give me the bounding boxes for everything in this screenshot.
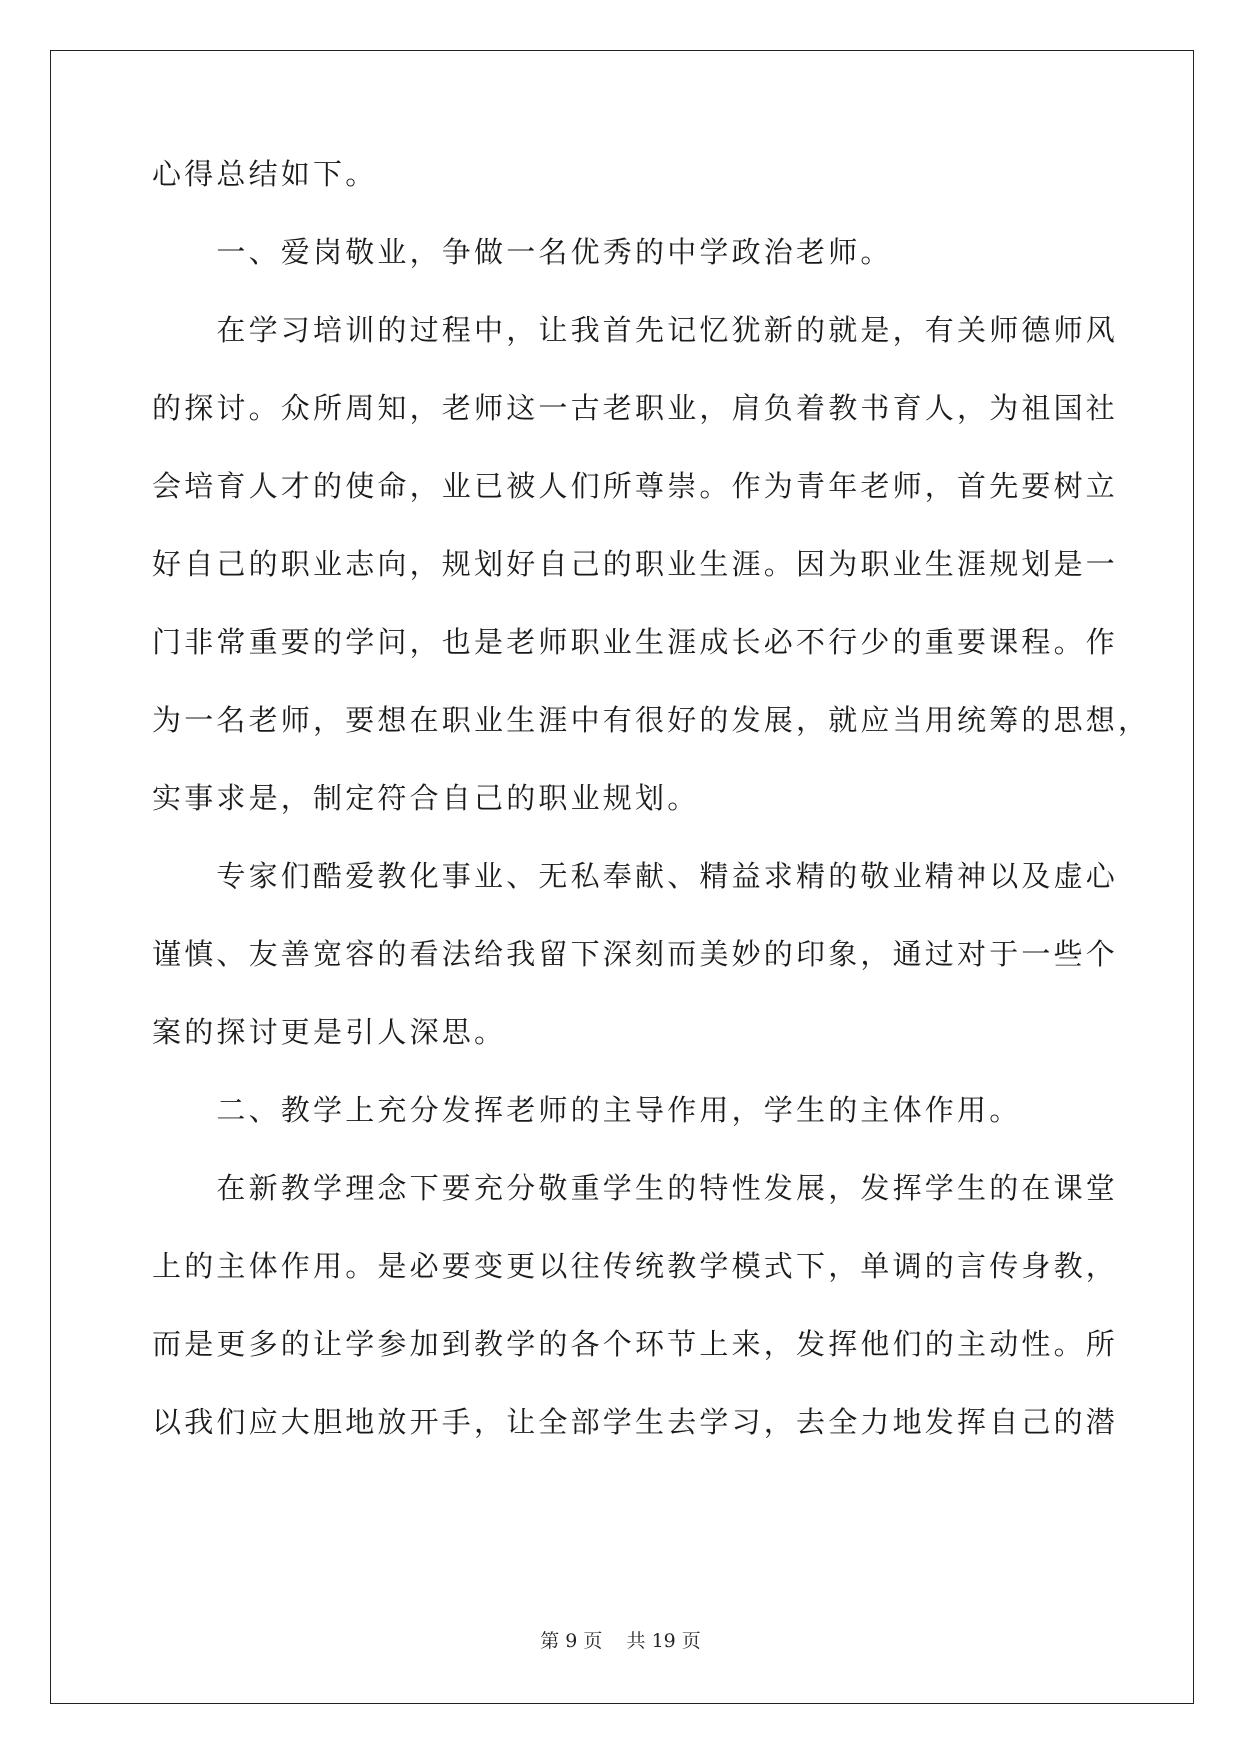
text-line: 在新教学理念下要充分敬重学生的特性发展，发挥学生的在课堂 — [152, 1171, 1119, 1205]
text-line: 实事求是，制定符合自己的职业规划。 — [152, 781, 700, 815]
text-line: 好自己的职业志向，规划好自己的职业生涯。因为职业生涯规划是一 — [152, 547, 1119, 581]
text-line: 谨慎、友善宽容的看法给我留下深刻而美妙的印象，通过对于一些个 — [152, 937, 1119, 971]
text-line: 上的主体作用。是必要变更以往传统教学模式下，单调的言传身教， — [152, 1249, 1119, 1283]
text-line: 以我们应大胆地放开手，让全部学生去学习，去全力地发挥自己的潜 — [152, 1405, 1119, 1439]
page-number: 第 9 页 — [540, 1630, 603, 1652]
section-heading: 二、教学上充分发挥老师的主导作用，学生的主体作用。 — [152, 1093, 1022, 1127]
text-line: 为一名老师，要想在职业生涯中有很好的发展，就应当用统筹的思想， — [152, 703, 1151, 737]
text-line: 的探讨。众所周知，老师这一古老职业，肩负着教书育人，为祖国社 — [152, 391, 1119, 425]
text-line: 案的探讨更是引人深思。 — [152, 1015, 507, 1049]
text-line: 会培育人才的使命，业已被人们所尊崇。作为青年老师，首先要树立 — [152, 469, 1119, 503]
text-line: 门非常重要的学问，也是老师职业生涯成长必不行少的重要课程。作 — [152, 625, 1119, 659]
section-heading: 一、爱岗敬业，争做一名优秀的中学政治老师。 — [152, 235, 893, 269]
text-line: 而是更多的让学参加到教学的各个环节上来，发挥他们的主动性。所 — [152, 1327, 1119, 1361]
page-footer — [0, 1628, 1241, 1654]
page-total: 共 19 页 — [626, 1630, 701, 1652]
text-line: 专家们酷爱教化事业、无私奉献、精益求精的敬业精神以及虚心 — [152, 859, 1119, 893]
text-line: 心得总结如下。 — [152, 157, 378, 191]
text-line: 在学习培训的过程中，让我首先记忆犹新的就是，有关师德师风 — [152, 313, 1119, 347]
